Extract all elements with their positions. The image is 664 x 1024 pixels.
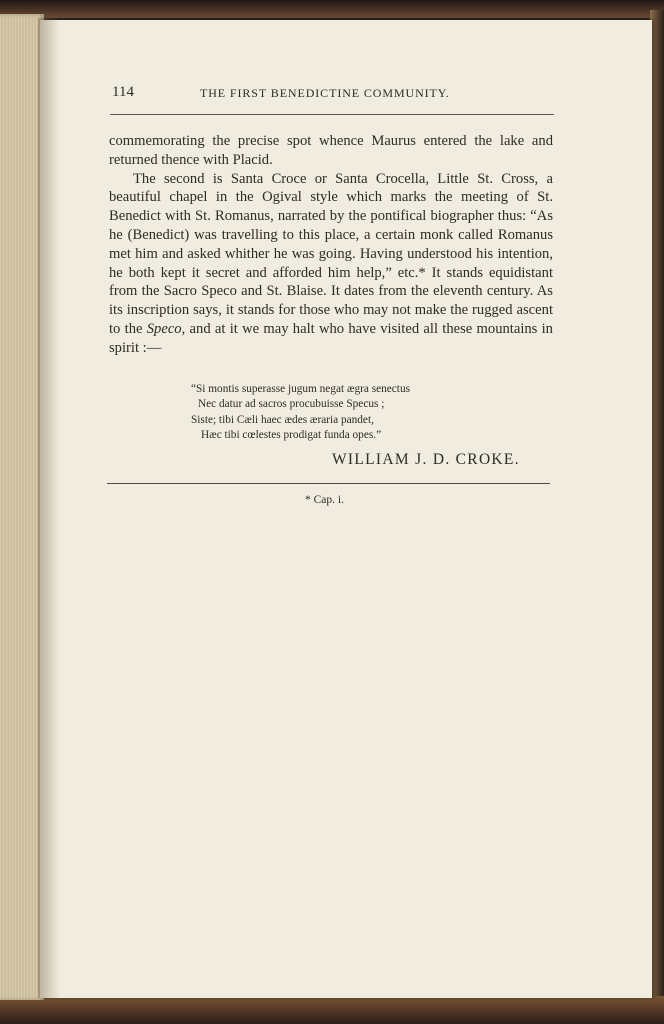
book-cover-bottom (0, 996, 664, 1024)
footnote: * Cap. i. (305, 494, 344, 506)
page-header (112, 84, 554, 104)
verse-line-2: Nec datur ad sacros procubuisse Specus ; (198, 398, 385, 411)
paragraph-1: commemorating the precise spot whence Maurus entered the lake and returned thence with Placid. (109, 133, 553, 168)
paragraph-2-italic: Speco (146, 320, 182, 337)
verse-line-1: “Si montis superasse jugum negat ægra senectus (191, 383, 410, 395)
author-signature: WILLIAM J. D. CROKE. (332, 451, 520, 468)
header-rule (110, 114, 554, 115)
footnote-rule (107, 483, 550, 484)
running-head: THE FIRST BENEDICTINE COMMUNITY. (200, 86, 450, 100)
paragraph-2-text-b: , and at it we may halt who have visited all these mountains in spirit :— (109, 320, 553, 356)
paragraph-2-text-a: The second is Santa Croce or Santa Crocella, Little St. Cross, a beautiful chapel in the Ogival style which marks the meeting of St. Benedict with St. Romanus, narrated by the pontifical biographer thus: “As he (Benedict) was travelling to this place, a certain monk called Romanus met him and asked whither he was going. Having understood his intention, he both kept it secret and afforded him help,” etc.* It stands equidistant from the Sacro Speco and St. Blaise. It dates from the eleventh century. As its inscription says, it stands for those who may not make the rugged ascent to the (109, 170, 553, 337)
paragraph-2 (109, 170, 553, 358)
book-cover-right (650, 10, 664, 1010)
inscription-verse (191, 382, 491, 444)
page-number: 114 (112, 84, 134, 100)
verse-line-4: Hæc tibi cœlestes prodigat funda opes.” (201, 429, 382, 442)
spine-shadow (38, 18, 60, 998)
book-cover-top (0, 0, 664, 18)
body-text (109, 132, 553, 358)
verse-line-3: Siste; tibi Cæli haec ædes æraria pandet, (191, 413, 374, 426)
